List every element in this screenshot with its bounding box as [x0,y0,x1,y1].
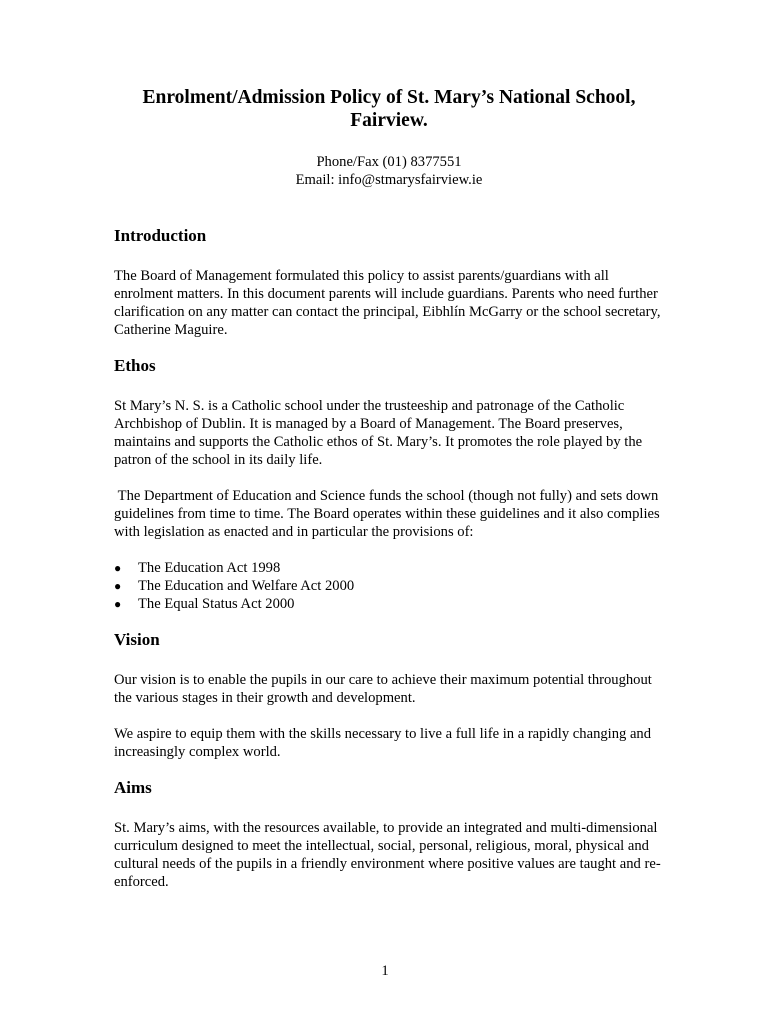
document-title: Enrolment/Admission Policy of St. Mary’s National School, Fairview. [142,87,636,131]
bullet-icon: ● [114,579,122,593]
list-item-text: The Education and Welfare Act 2000 [138,578,355,594]
vision-paragraph-2: We aspire to equip them with the skills necessary to live a full life in a rapidly changing and increasingly complex world. [114,726,652,760]
bullet-icon: ● [114,597,122,611]
phone-fax-line: Phone/Fax (01) 8377551 [316,154,462,170]
list-item [114,559,664,577]
email-line: Email: info@stmarysfairview.ie [295,172,483,188]
heading-introduction: Introduction [114,226,207,245]
ethos-paragraph-2: The Department of Education and Science funds the school (though not fully) and sets down guidelines from time to time. The Board operates within these guidelines and it also complies with legislation as enacted and in particular the provisions of: [114,488,664,540]
list-item-text: The Equal Status Act 2000 [138,596,295,612]
page-number: 1 [381,963,389,979]
bullet-icon: ● [114,561,122,575]
ethos-paragraph-1: St Mary’s N. S. is a Catholic school under the trusteeship and patronage of the Catholic Archbishop of Dublin. It is managed by a Board of Management. The Board preserves, maintains and supports the Catholic ethos of St. Mary’s. It promotes the role played by the patron of the school in its daily life. [114,398,643,468]
heading-ethos: Ethos [114,356,156,375]
introduction-paragraph: The Board of Management formulated this policy to assist parents/guardians with all enrolment matters. In this document parents will include guardians. Parents who need further clarification on any matter can contact the principal, Eibhlín McGarry or the school secretary, Catherine Maguire. [114,268,661,338]
aims-paragraph: St. Mary’s aims, with the resources available, to provide an integrated and multi-dimensional curriculum designed to meet the intellectual, social, personal, religious, moral, physical and cultural needs of the pupils in a friendly environment where positive values are taught and re-enforced. [114,820,661,890]
list-item [114,577,664,595]
contact-block [114,153,664,189]
vision-paragraph-1: Our vision is to enable the pupils in our care to achieve their maximum potential throughout the various stages in their growth and development. [114,672,652,706]
heading-aims: Aims [114,778,152,797]
list-item-text: The Education Act 1998 [138,560,281,576]
heading-vision: Vision [114,630,160,649]
legislation-list [114,559,664,613]
list-item [114,595,664,613]
document-body [114,86,664,891]
